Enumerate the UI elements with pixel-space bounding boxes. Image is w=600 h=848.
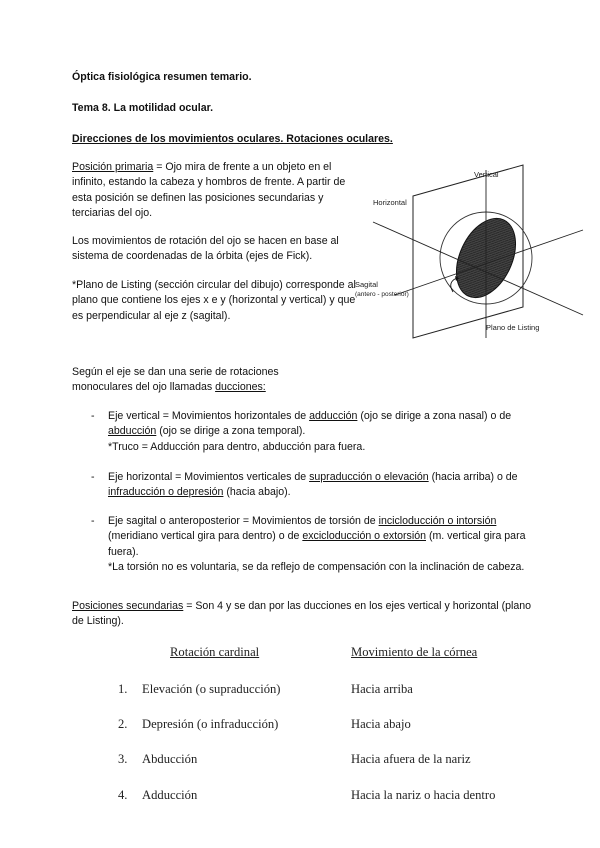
row-rotation: Depresión (o infraducción): [142, 717, 279, 731]
secundarias-term: Posiciones secundarias: [72, 600, 184, 612]
vertical-mid: (ojo se dirige a zona nasal) o de: [357, 410, 512, 422]
bullet-eje-horizontal: [91, 470, 541, 501]
row-movement: Hacia arriba: [351, 682, 413, 696]
sagital-post: (m. vertical gira para fuera).: [108, 530, 526, 558]
bullet-eje-vertical: [91, 409, 541, 455]
row-rotation: Adducción: [142, 788, 198, 799]
ducciones-paragraph: [72, 365, 292, 396]
document-title: Óptica fisiológica resumen temario.: [72, 71, 252, 83]
axis-bullet-list-3: [91, 514, 541, 576]
bullet-eje-sagital: [91, 514, 541, 576]
row-number: 3.: [118, 752, 128, 766]
horizontal-pre: Eje horizontal = Movimientos verticales de: [108, 471, 310, 483]
axis-bullet-list: [91, 409, 541, 455]
term-supraduccion: supraducción o elevación: [309, 471, 429, 483]
primary-position-term: Posición primaria: [72, 161, 154, 173]
label-horizontal: Horizontal: [373, 198, 407, 207]
row-movement: Hacia abajo: [351, 717, 411, 731]
listing-plane-diagram: [355, 160, 585, 340]
sagital-note: *La torsión no es voluntaria, se da reflejo de compensación con la inclinación de cabeza.: [108, 561, 525, 574]
axis-bullet-list-2: [91, 470, 541, 501]
label-antero-posterior: (antero - posterior): [355, 291, 409, 298]
ducciones-intro-text: Según el eje se dan una serie de rotaciones monoculares del ojo llamadas: [72, 366, 279, 394]
listing-paragraph: *Plano de Listing (sección circular del dibujo) corresponde al plano que contiene los ejes x e y (horizontal y vertical) y que es perpendicular al eje z (sagital).: [72, 279, 356, 322]
primary-position-paragraph: [72, 160, 364, 222]
secundarias-text: = Son 4 y se dan por las ducciones en los ejes vertical y horizontal (plano de Listing).: [72, 600, 532, 628]
ducciones-term: ducciones:: [215, 381, 266, 394]
label-sagital: Sagital: [355, 280, 378, 289]
sagital-pre: Eje sagital o anteroposterior = Movimientos de torsión de: [108, 515, 379, 527]
topic-heading: Tema 8. La motilidad ocular.: [72, 102, 214, 114]
term-adduccion: adducción: [309, 410, 358, 422]
vertical-post: (ojo se dirige a zona temporal).: [156, 425, 306, 438]
term-abduccion: abducción: [108, 425, 157, 438]
term-incicloduccion: incicloducción o intorsión: [378, 515, 497, 527]
row-number: 4.: [118, 788, 128, 799]
term-excicloduccion: excicloducción o extorsión: [302, 530, 426, 543]
row-movement: Hacia afuera de la nariz: [351, 752, 471, 766]
row-rotation: Elevación (o supraducción): [142, 682, 281, 696]
row-number: 1.: [118, 682, 128, 696]
table-row: [118, 717, 538, 735]
primary-position-text: = Ojo mira de frente a un objeto en el infinito, estando la cabeza y hombros de frente. A partir de esta posición se definen las posiciones secundarias y terciarias del ojo.: [72, 161, 346, 220]
table-row: [118, 752, 538, 770]
vertical-pre: Eje vertical = Movimientos horizontales de: [108, 410, 310, 422]
vertical-note: *Truco = Adducción para dentro, abducción para fuera.: [108, 440, 366, 453]
horizontal-mid: (hacia arriba) o de: [428, 471, 518, 483]
secundarias-paragraph: [72, 599, 542, 630]
label-vertical: Vertical: [474, 170, 499, 179]
rotation-paragraph: Los movimientos de rotación del ojo se hacen en base al sistema de coordenadas de la órbita (ejes de Fick).: [72, 235, 339, 263]
section-heading: Direcciones de los movimientos oculares. Rotaciones oculares.: [72, 133, 393, 145]
table-header-rotacion: Rotación cardinal: [170, 645, 260, 659]
table-row: [118, 788, 538, 799]
table-header-movimiento: Movimiento de la córnea: [351, 645, 478, 659]
row-movement: Hacia la nariz o hacia dentro: [351, 788, 496, 799]
term-infraduccion: infraducción o depresión: [108, 486, 224, 499]
table-row: [118, 682, 538, 700]
label-plano-listing: Plano de Listing: [486, 323, 540, 332]
row-rotation: Abducción: [142, 752, 198, 766]
row-number: 2.: [118, 717, 128, 731]
sagital-mid: (meridiano vertical gira para dentro) o de: [108, 530, 303, 543]
horizontal-post: (hacia abajo).: [223, 486, 291, 499]
